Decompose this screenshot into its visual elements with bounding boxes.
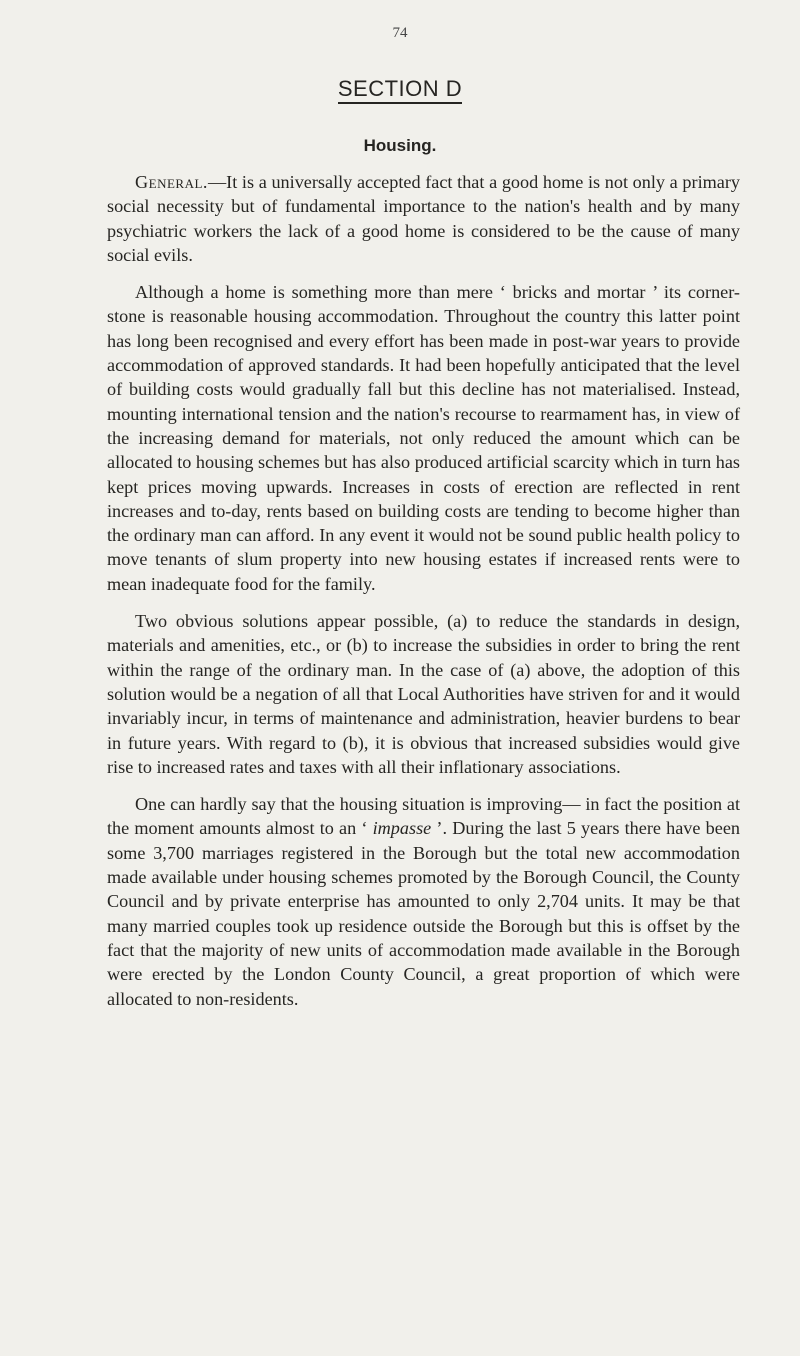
paragraph-text: —It is a universally accepted fact that a good home is not only a primary social necessity but of fundamental importance to the nation's health and by many psychiatric workers the lack of a good home is considered to be the cause of many social evils. (107, 172, 740, 265)
section-subtitle: Housing. (363, 136, 437, 155)
paragraph-lead: General. (135, 172, 208, 192)
paragraph-emphasis: impasse (367, 818, 437, 839)
paragraph-housing-situation (107, 792, 740, 1011)
body-text (107, 170, 740, 1024)
paragraph-text-after: ’. During the last 5 years there have been some 3,700 marriages registered in the Borough but the total new accommodation made available under housing schemes promoted by the Borough Council, the County Council and by private enterprise has amounted to only 2,704 units. It may be that many married couples took up residence outside the Borough but this is offset by the fact that the majority of new units of accommodation made available in the Borough were erected by the London County Council, a great proportion of which were allocated to non-residents. (107, 818, 740, 1009)
section-title-text: SECTION D (338, 76, 462, 104)
paragraph-general (107, 170, 740, 267)
section-title (0, 76, 800, 102)
paragraph-housing-costs: Although a home is something more than mere ‘ bricks and mortar ’ its corner-stone is reasonable housing accommodation. Throughout the country this latter point has long been recognised and every effort has been made in post-war years to provide accommodation of approved standards. It had been hopefully anticipated that the level of building costs would gradually fall but this decline has not materialised. Instead, mounting international tension and the nation's recourse to rearmament has, in view of the increasing demand for materials, not only reduced the amount which can be allocated to housing schemes but has also produced artificial scarcity which in turn has kept prices moving upwards. Increases in costs of erection are reflected in rent increases and to-day, rents based on building costs are tending to become higher than the ordinary man can afford. In any event it would not be sound public health policy to move tenants of slum property into new housing estates if increased rents were to mean inadequate food for the family. (107, 282, 740, 594)
page-number: 74 (392, 25, 408, 41)
paragraph-text-before: One can hardly say that the housing situation is improving— in fact the position at the moment amounts almost to an ‘ (107, 794, 740, 839)
paragraph-solutions: Two obvious solutions appear possible, (a) to reduce the standards in design, materials and amenities, etc., or (b) to increase the subsidies in order to bring the rent within the range of the ordinary man. In the case of (a) above, the adoption of this solution would be a negation of all that Local Authorities have striven for and it would invariably incur, in terms of maintenance and administration, heavier burdens to bear in future years. With regard to (b), it is obvious that increased subsidies would give rise to increased rates and taxes with all their inflationary associations. (107, 611, 740, 777)
